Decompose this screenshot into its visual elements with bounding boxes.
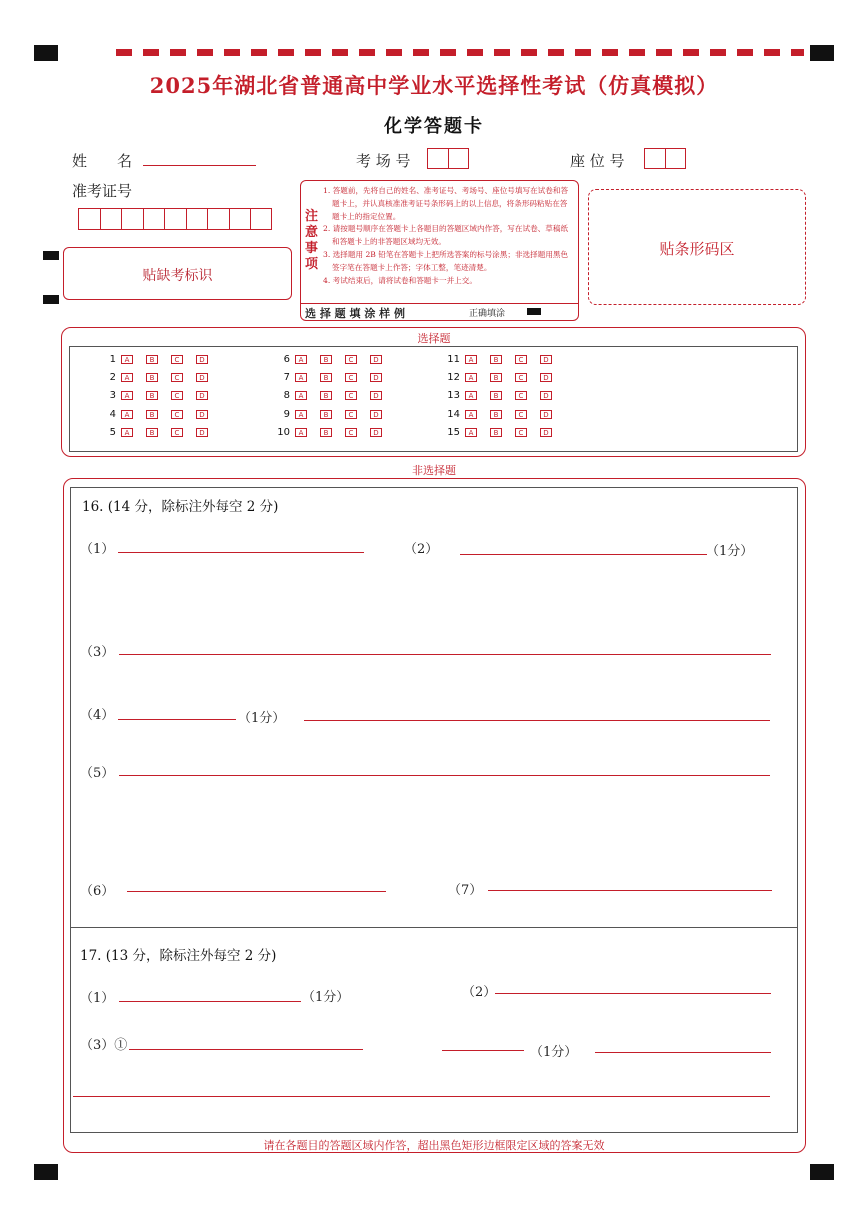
choice-bubble-b[interactable]: B xyxy=(490,391,502,400)
choice-bubble-c[interactable]: C xyxy=(345,355,357,364)
choice-bubble-b[interactable]: B xyxy=(490,428,502,437)
notice-list xyxy=(323,185,573,287)
choice-bubble-a[interactable]: A xyxy=(121,410,133,419)
choice-bubble-d[interactable]: D xyxy=(540,391,552,400)
choice-question-4 xyxy=(100,409,221,420)
q17-header: 17. (13 分，除标注外每空 2 分) xyxy=(80,948,277,964)
choice-bubble-a[interactable]: A xyxy=(121,428,133,437)
q17-part1-answer-line[interactable] xyxy=(119,1001,301,1002)
q17-part3-answer-line-3[interactable] xyxy=(595,1052,771,1053)
choice-bubble-b[interactable]: B xyxy=(490,410,502,419)
exam-room-boxes[interactable] xyxy=(427,148,469,169)
question-number: 4 xyxy=(109,408,116,420)
choice-bubble-d[interactable]: D xyxy=(540,355,552,364)
q16-part4-label: （4） xyxy=(80,708,115,723)
fill-sample-row xyxy=(301,303,578,320)
absent-sticker-area xyxy=(63,247,292,300)
q16-part7-answer-line[interactable] xyxy=(488,890,772,891)
q17-part2-label: （2） xyxy=(462,985,497,1000)
q16-part4-answer-line-1[interactable] xyxy=(118,719,236,720)
choice-bubble-b[interactable]: B xyxy=(146,428,158,437)
seat-boxes[interactable] xyxy=(644,148,686,169)
q16-header: 16. (14 分，除标注外每空 2 分) xyxy=(82,499,279,515)
choice-bubble-d[interactable]: D xyxy=(196,410,208,419)
q16-part3-label: （3） xyxy=(80,645,115,660)
choice-bubble-b[interactable]: B xyxy=(146,355,158,364)
question-number: 5 xyxy=(109,426,116,438)
choice-bubble-a[interactable]: A xyxy=(295,373,307,382)
q17-part2-answer-line[interactable] xyxy=(495,993,771,994)
choice-bubble-a[interactable]: A xyxy=(465,410,477,419)
choice-bubble-c[interactable]: C xyxy=(515,373,527,382)
choice-bubble-a[interactable]: A xyxy=(121,355,133,364)
q16-part5-label: （5） xyxy=(80,766,115,781)
nonchoice-section-label: 非选择题 xyxy=(412,464,456,477)
choice-bubble-c[interactable]: C xyxy=(515,391,527,400)
choice-bubble-d[interactable]: D xyxy=(196,355,208,364)
choice-bubble-c[interactable]: C xyxy=(345,428,357,437)
q16-part1-answer-line[interactable] xyxy=(118,552,364,553)
choice-bubble-b[interactable]: B xyxy=(490,355,502,364)
choice-bubble-d[interactable]: D xyxy=(370,391,382,400)
q16-part2-label: （2） xyxy=(404,542,439,557)
question-number: 12 xyxy=(447,372,460,384)
choice-question-11 xyxy=(444,354,565,365)
choice-question-5 xyxy=(100,427,221,438)
seat-label: 座 位 号 xyxy=(570,152,625,170)
choice-bubble-a[interactable]: A xyxy=(121,391,133,400)
q17-part3-answer-line-4[interactable] xyxy=(73,1096,770,1097)
notice-item: 4. 考试结束后，请将试卷和答题卡一并上交。 xyxy=(323,275,477,285)
q16-part6-answer-line[interactable] xyxy=(127,891,386,892)
choice-bubble-c[interactable]: C xyxy=(515,355,527,364)
position-mark-top-left xyxy=(34,45,58,61)
correct-fill-label: 正确填涂 xyxy=(469,309,506,319)
timing-track xyxy=(116,49,804,56)
choice-bubble-c[interactable]: C xyxy=(345,391,357,400)
ticket-number-boxes[interactable] xyxy=(78,208,272,230)
question-number: 13 xyxy=(447,390,460,402)
q16-part3-answer-line[interactable] xyxy=(119,654,771,655)
choice-bubble-a[interactable]: A xyxy=(295,428,307,437)
choice-bubble-d[interactable]: D xyxy=(196,373,208,382)
choice-bubble-b[interactable]: B xyxy=(320,373,332,382)
side-mark-2 xyxy=(43,295,59,304)
choice-bubble-c[interactable]: C xyxy=(171,355,183,364)
name-field[interactable] xyxy=(143,165,256,166)
q16-part4-answer-line-2[interactable] xyxy=(304,720,770,721)
choice-question-15 xyxy=(444,427,565,438)
question-number: 7 xyxy=(283,372,290,384)
choice-bubble-d[interactable]: D xyxy=(370,355,382,364)
q17-part3-answer-line-1[interactable] xyxy=(129,1049,363,1050)
q17-part3-answer-line-2[interactable] xyxy=(442,1050,524,1051)
question-number: 10 xyxy=(277,426,290,438)
choice-bubble-b[interactable]: B xyxy=(146,391,158,400)
choice-bubble-c[interactable]: C xyxy=(171,373,183,382)
q16-part1-label: （1） xyxy=(80,542,115,557)
question-number: 3 xyxy=(109,390,116,402)
choice-question-8 xyxy=(274,390,395,401)
choice-bubble-d[interactable]: D xyxy=(370,428,382,437)
q16-part5-answer-line[interactable] xyxy=(119,775,770,776)
choice-bubble-b[interactable]: B xyxy=(146,410,158,419)
notice-side-label: 注意事项 xyxy=(305,209,319,272)
q17-part3-label: （3）① xyxy=(80,1038,128,1053)
choice-bubble-c[interactable]: C xyxy=(515,428,527,437)
question-number: 14 xyxy=(447,408,460,420)
choice-bubble-d[interactable]: D xyxy=(196,428,208,437)
choice-bubble-a[interactable]: A xyxy=(465,373,477,382)
question-number: 15 xyxy=(447,426,460,438)
position-mark-bottom-right xyxy=(810,1164,834,1180)
choice-bubble-a[interactable]: A xyxy=(465,428,477,437)
barcode-area xyxy=(588,189,806,305)
choice-bubble-a[interactable]: A xyxy=(465,355,477,364)
question-number: 1 xyxy=(109,354,116,365)
choice-bubble-b[interactable]: B xyxy=(146,373,158,382)
choice-bubble-c[interactable]: C xyxy=(171,410,183,419)
question-number: 6 xyxy=(283,354,290,365)
choice-bubble-a[interactable]: A xyxy=(295,391,307,400)
question-number: 8 xyxy=(283,390,290,402)
name-label: 姓 名 xyxy=(72,152,133,170)
choice-bubble-b[interactable]: B xyxy=(320,428,332,437)
choice-bubble-c[interactable]: C xyxy=(345,373,357,382)
ticket-number-label: 准考证号 xyxy=(72,182,133,200)
choice-bubble-b[interactable]: B xyxy=(490,373,502,382)
choice-question-2 xyxy=(100,372,221,383)
choice-bubble-d[interactable]: D xyxy=(196,391,208,400)
choice-bubble-a[interactable]: A xyxy=(465,391,477,400)
choice-section-label: 选择题 xyxy=(417,332,451,345)
page-subtitle: 化学答题卡 xyxy=(384,116,484,137)
page-title: 2025年湖北省普通高中学业水平选择性考试（仿真模拟） xyxy=(149,73,719,98)
choice-bubble-c[interactable]: C xyxy=(171,391,183,400)
choice-question-3 xyxy=(100,390,221,401)
correct-fill-sample xyxy=(527,308,541,315)
notice-box xyxy=(300,180,579,321)
q16-part2-score: （1分） xyxy=(706,544,754,559)
choice-question-1 xyxy=(100,354,221,365)
notice-item: 2. 请按题号顺序在答题卡上各题目的答题区域内作答，写在试卷、草稿纸和答题卡上的非答题区域均无效。 xyxy=(323,224,569,247)
choice-question-10 xyxy=(274,427,395,438)
choice-bubble-b[interactable]: B xyxy=(320,410,332,419)
choice-question-9 xyxy=(274,409,395,420)
choice-question-13 xyxy=(444,390,565,401)
choice-bubble-a[interactable]: A xyxy=(295,410,307,419)
choice-bubble-b[interactable]: B xyxy=(320,355,332,364)
absent-sticker-label: 贴缺考标识 xyxy=(142,268,213,284)
choice-bubble-b[interactable]: B xyxy=(320,391,332,400)
choice-bubble-c[interactable]: C xyxy=(515,410,527,419)
choice-bubble-d[interactable]: D xyxy=(540,373,552,382)
choice-bubble-a[interactable]: A xyxy=(121,373,133,382)
choice-bubble-c[interactable]: C xyxy=(345,410,357,419)
choice-question-7 xyxy=(274,372,395,383)
choice-question-6 xyxy=(274,354,395,365)
choice-bubble-d[interactable]: D xyxy=(540,428,552,437)
q16-part4-score: （1分） xyxy=(238,711,286,726)
q17-part1-score: （1分） xyxy=(302,990,350,1005)
question-number: 2 xyxy=(109,372,116,384)
question-number: 11 xyxy=(447,354,460,365)
choice-bubble-d[interactable]: D xyxy=(370,410,382,419)
choice-bubble-d[interactable]: D xyxy=(370,373,382,382)
q17-part3-score: （1分） xyxy=(530,1045,578,1060)
position-mark-bottom-left xyxy=(34,1164,58,1180)
q16-part6-label: （6） xyxy=(80,884,115,899)
q17-part1-label: （1） xyxy=(80,991,115,1006)
choice-bubble-a[interactable]: A xyxy=(295,355,307,364)
fill-sample-label: 选 择 题 填 涂 样 例 xyxy=(305,307,405,320)
side-mark-1 xyxy=(43,251,59,260)
notice-item: 1. 答题前，先将自己的姓名、准考证号、考场号、座位号填写在试卷和答题卡上，并认真核准准考证号条形码上的以上信息，将条形码粘贴在答题卡上的指定位置。 xyxy=(323,186,569,221)
question-number: 9 xyxy=(283,408,290,420)
notice-item: 3. 选择题用 2B 铅笔在答题卡上把所选答案的标号涂黑；非选择题用黑色签字笔在答题卡上作答；字体工整，笔迹清楚。 xyxy=(323,249,569,272)
exam-room-label: 考 场 号 xyxy=(356,152,411,170)
position-mark-top-right xyxy=(810,45,834,61)
choice-question-14 xyxy=(444,409,565,420)
choice-bubble-c[interactable]: C xyxy=(171,428,183,437)
footer-note: 请在各题目的答题区域内作答，超出黑色矩形边框限定区域的答案无效 xyxy=(263,1139,605,1152)
choice-question-12 xyxy=(444,372,565,383)
choice-bubble-d[interactable]: D xyxy=(540,410,552,419)
q16-part2-answer-line[interactable] xyxy=(460,554,707,555)
barcode-label: 贴条形码区 xyxy=(659,240,735,258)
q16-part7-label: （7） xyxy=(448,883,483,898)
